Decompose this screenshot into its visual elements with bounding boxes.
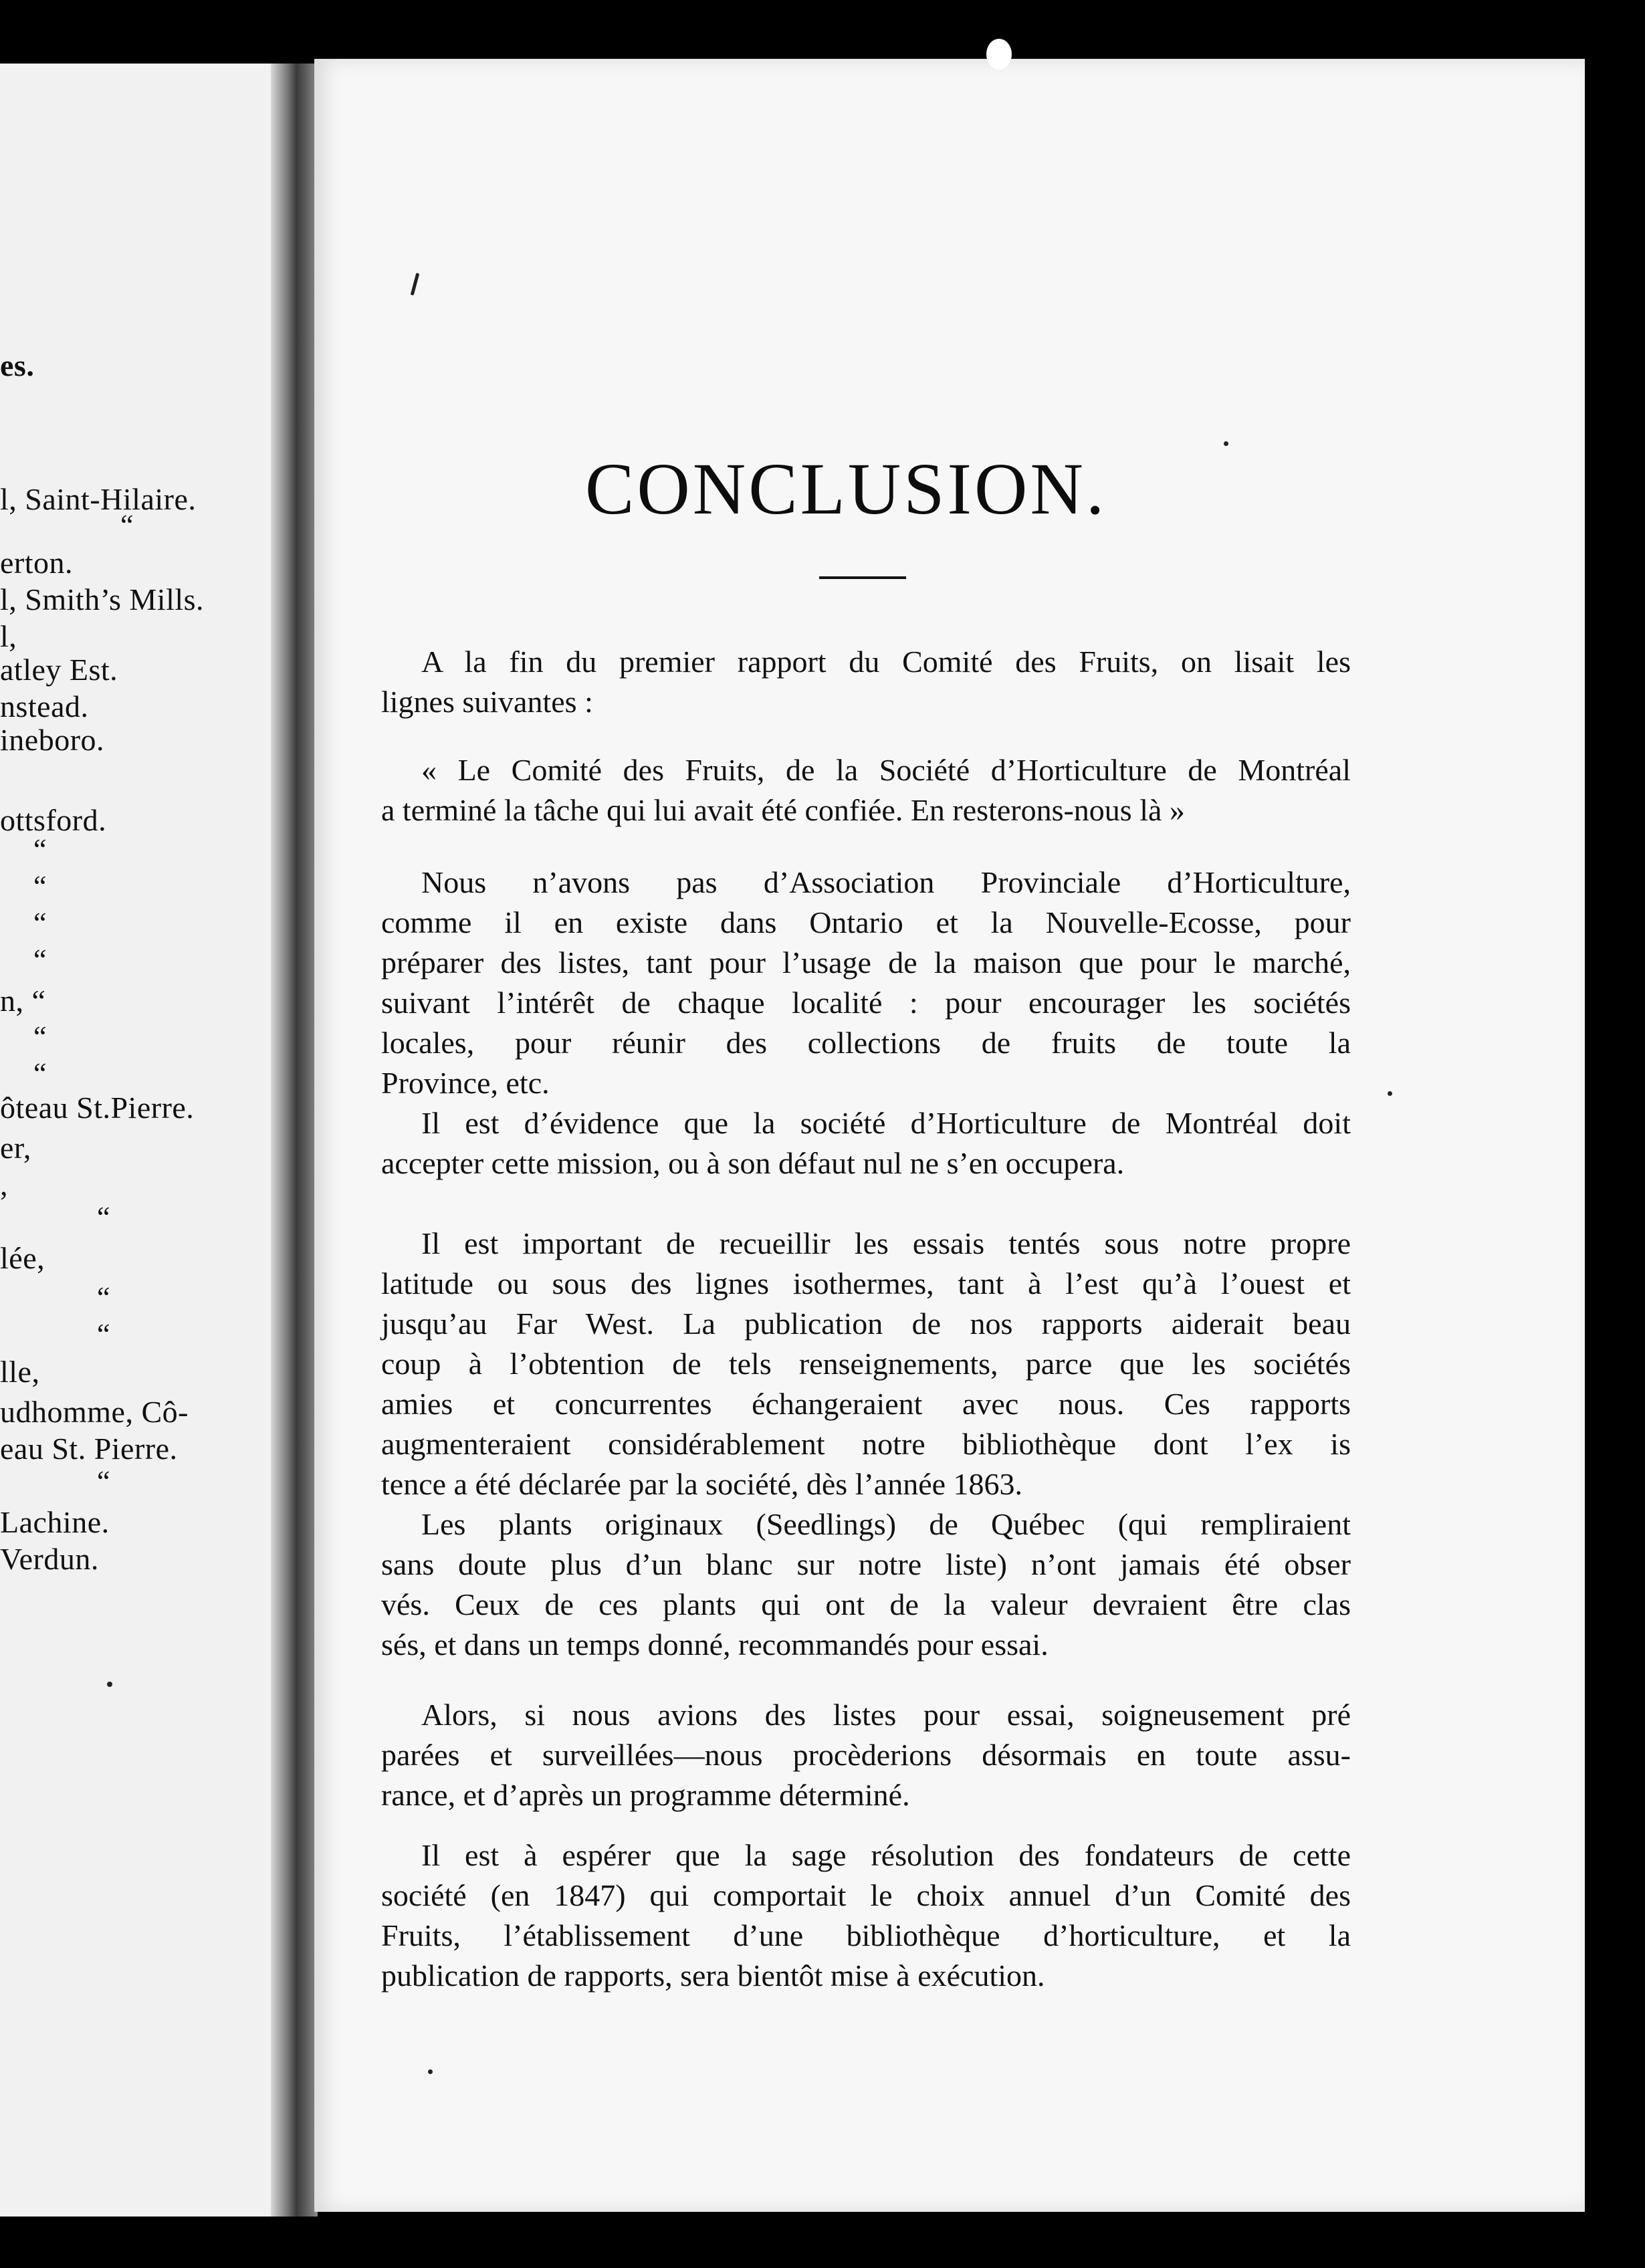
page-title: CONCLUSION. xyxy=(585,448,1107,530)
paragraph xyxy=(381,1504,1351,1665)
paragraph xyxy=(381,1695,1351,1815)
left-line: eau St. Pierre. xyxy=(0,1432,178,1466)
left-line: udhomme, Cô- xyxy=(0,1395,189,1429)
left-line: Lachine. xyxy=(0,1505,110,1539)
text-line: vés. Ceux de ces plants qui ont de la valeur devraient être clas xyxy=(381,1587,1351,1621)
left-line: ineboro. xyxy=(0,723,105,757)
left-line: ottsford. xyxy=(0,803,107,837)
text-line: tence a été déclarée par la société, dès l’année 1863. xyxy=(381,1467,1023,1501)
text-line: Les plants originaux (Seedlings) de Québec (qui rempliraient xyxy=(421,1507,1351,1541)
left-line: l, xyxy=(0,619,17,653)
ditto-mark: “ xyxy=(97,1281,110,1314)
text-line: Alors, si nous avions des listes pour essai, soigneusement pré xyxy=(421,1698,1351,1732)
ditto-mark: “ xyxy=(120,509,134,542)
text-line: comme il en existe dans Ontario et la Nouvelle-Ecosse, pour xyxy=(381,905,1351,939)
ink-speck xyxy=(1224,441,1228,446)
text-line: Nous n’avons pas d’Association Provinciale d’Horticulture, xyxy=(421,865,1351,899)
text-line: publication de rapports, sera bientôt mise à exécution. xyxy=(381,1958,1045,1993)
paragraph xyxy=(381,1224,1351,1504)
paragraph xyxy=(381,1835,1351,1996)
title-rule xyxy=(819,576,906,579)
text-line: rance, et d’après un programme déterminé. xyxy=(381,1778,910,1812)
text-line: sés, et dans un temps donné, recommandés pour essai. xyxy=(381,1627,1049,1662)
left-line: erton. xyxy=(0,546,74,580)
paragraph xyxy=(381,1103,1351,1183)
text-line: jusqu’au Far West. La publication de nos rapports aiderait beau xyxy=(381,1307,1351,1341)
text-line: Il est d’évidence que la société d’Horticulture de Montréal doit xyxy=(421,1106,1351,1140)
left-line: , xyxy=(0,1167,8,1202)
text-line: locales, pour réunir des collections de fruits de toute la xyxy=(381,1026,1351,1060)
ditto-mark: “ xyxy=(97,1318,110,1351)
left-line: l, Saint-Hilaire. xyxy=(0,482,197,516)
left-line: lée, xyxy=(0,1241,45,1275)
text-line: accepter cette mission, ou à son défaut nul ne s’en occupera. xyxy=(381,1146,1125,1180)
left-line: atley Est. xyxy=(0,653,118,687)
left-line: er, xyxy=(0,1131,31,1165)
left-line: n, “ xyxy=(0,984,46,1018)
text-line: amies et concurrentes échangeraient avec nous. Ces rapports xyxy=(381,1387,1351,1421)
ditto-mark: “ xyxy=(33,1020,47,1053)
text-line: Province, etc. xyxy=(381,1066,550,1100)
text-line: coup à l’obtention de tels renseignements, parce que les sociétés xyxy=(381,1347,1351,1381)
paragraph xyxy=(381,750,1351,830)
left-line: ôteau St.Pierre. xyxy=(0,1091,195,1125)
text-line: sans doute plus d’un blanc sur notre liste) n’ont jamais été obser xyxy=(381,1547,1351,1581)
ink-speck xyxy=(428,2069,433,2074)
left-line: l, Smith’s Mills. xyxy=(0,582,205,616)
left-line: lle, xyxy=(0,1355,40,1389)
paper-flake xyxy=(986,39,1012,70)
text-line: lignes suivantes : xyxy=(381,685,593,719)
ink-speck xyxy=(1388,1091,1392,1096)
ditto-mark: “ xyxy=(97,1465,110,1498)
text-line: parées et surveillées—nous procèderions désormais en toute assu- xyxy=(381,1738,1351,1772)
text-line: société (en 1847) qui comportait le choix annuel d’un Comité des xyxy=(381,1878,1351,1912)
book-gutter xyxy=(271,64,318,2217)
text-line: suivant l’intérêt de chaque localité : pour encourager les sociétés xyxy=(381,986,1351,1020)
text-line: Il est à espérer que la sage résolution des fondateurs de cette xyxy=(421,1838,1351,1872)
text-line: « Le Comité des Fruits, de la Société d’Horticulture de Montréal xyxy=(421,753,1351,787)
left-line: nstead. xyxy=(0,689,89,723)
text-line: Il est important de recueillir les essais tentés sous notre propre xyxy=(421,1226,1351,1260)
ink-speck xyxy=(107,1682,112,1687)
ditto-mark: “ xyxy=(33,870,47,903)
ditto-mark: “ xyxy=(33,1057,47,1090)
text-line: A la fin du premier rapport du Comité des Fruits, on lisait les xyxy=(421,645,1351,679)
paragraph xyxy=(381,642,1351,722)
text-line: Fruits, l’établissement d’une bibliothèque d’horticulture, et la xyxy=(381,1918,1351,1952)
ditto-mark: “ xyxy=(33,943,47,976)
text-line: a terminé la tâche qui lui avait été confiée. En resterons-nous là » xyxy=(381,793,1185,827)
left-line: Verdun. xyxy=(0,1542,99,1576)
text-line: préparer des listes, tant pour l’usage de la maison que pour le marché, xyxy=(381,945,1351,980)
text-line: augmenteraient considérablement notre bibliothèque dont l’ex is xyxy=(381,1427,1351,1461)
left-page-fragment xyxy=(0,64,281,2217)
text-line: latitude ou sous des lignes isothermes, tant à l’est qu’à l’ouest et xyxy=(381,1266,1351,1300)
paragraph xyxy=(381,863,1351,1103)
ditto-mark: “ xyxy=(97,1201,110,1234)
left-line: es. xyxy=(0,348,35,382)
ditto-mark: “ xyxy=(33,907,47,939)
ditto-mark: “ xyxy=(33,833,47,866)
